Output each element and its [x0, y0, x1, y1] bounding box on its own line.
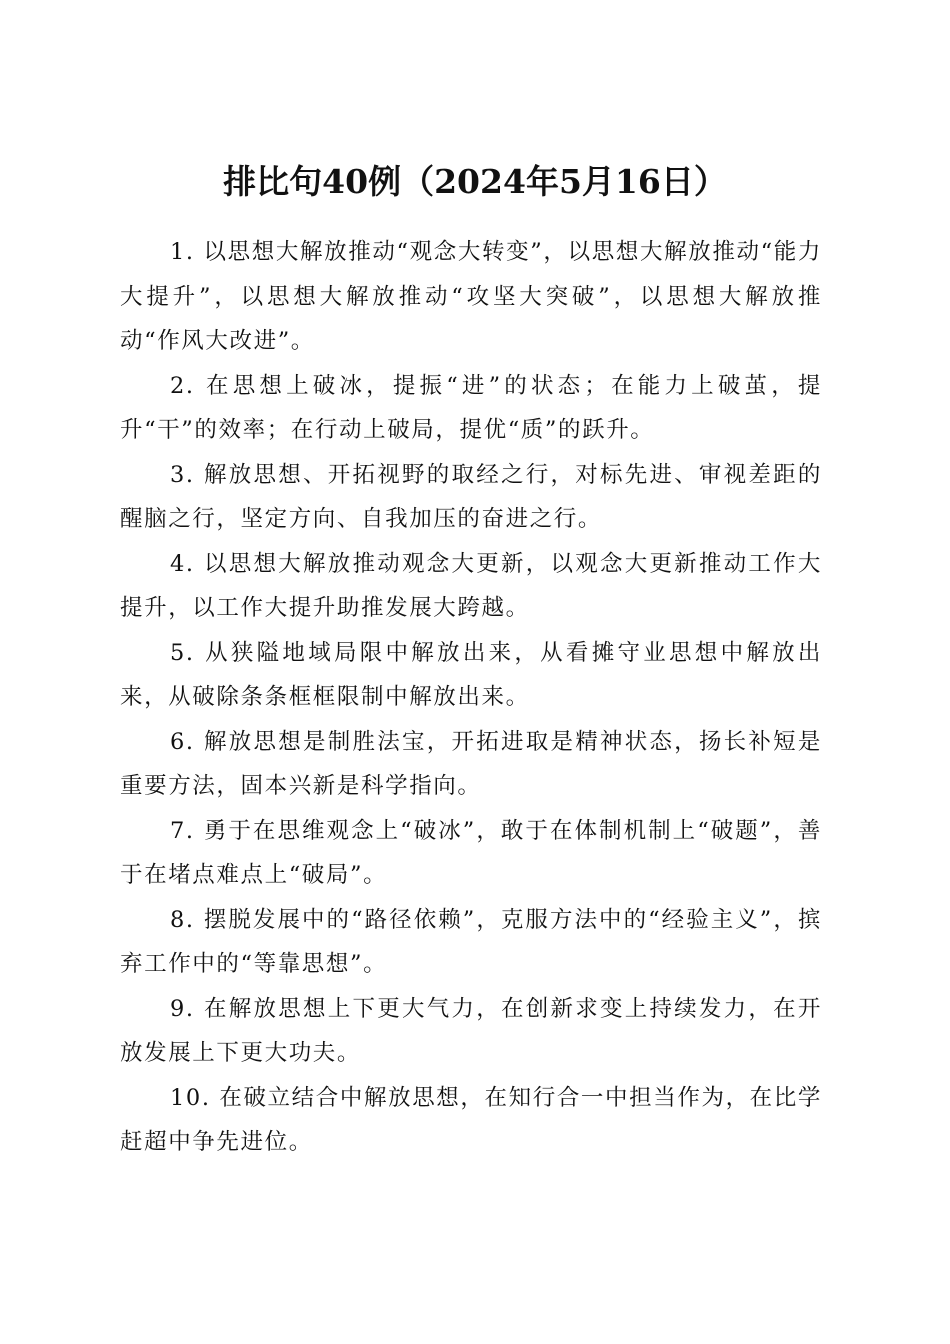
- paragraph-4: 4. 以思想大解放推动观念大更新，以观念大更新推动工作大提升，以工作大提升助推发展大跨越。: [120, 550, 822, 621]
- paragraph-1: 1. 以思想大解放推动“观念大转变”，以思想大解放推动“能力大提升”，以思想大解放推动“攻坚大突破”，以思想大解放推动“作风大改进”。: [120, 239, 822, 354]
- document-title: 排比句40例（2024年5月16日）: [223, 162, 727, 202]
- paragraph-9: 9. 在解放思想上下更大气力，在创新求变上持续发力，在开放发展上下更大功夫。: [120, 995, 822, 1066]
- paragraph-7: 7. 勇于在思维观念上“破冰”，敢于在体制机制上“破题”，善于在堵点难点上“破局”。: [120, 817, 822, 888]
- paragraph-5: 5. 从狭隘地域局限中解放出来，从看摊守业思想中解放出来，从破除条条框框限制中解放出来。: [120, 639, 822, 710]
- paragraph-2: 2. 在思想上破冰，提振“进”的状态；在能力上破茧，提升“干”的效率；在行动上破局，提优“质”的跃升。: [120, 372, 822, 443]
- paragraph-10: 10. 在破立结合中解放思想，在知行合一中担当作为，在比学赶超中争先进位。: [120, 1084, 822, 1155]
- document-body: [120, 230, 822, 1165]
- paragraph-6: 6. 解放思想是制胜法宝，开拓进取是精神状态，扬长补短是重要方法，固本兴新是科学指向。: [120, 728, 822, 799]
- paragraph-3: 3. 解放思想、开拓视野的取经之行，对标先进、审视差距的醒脑之行，坚定方向、自我加压的奋进之行。: [120, 461, 822, 532]
- paragraph-8: 8. 摆脱发展中的“路径依赖”，克服方法中的“经验主义”，摈弃工作中的“等靠思想”。: [120, 906, 822, 977]
